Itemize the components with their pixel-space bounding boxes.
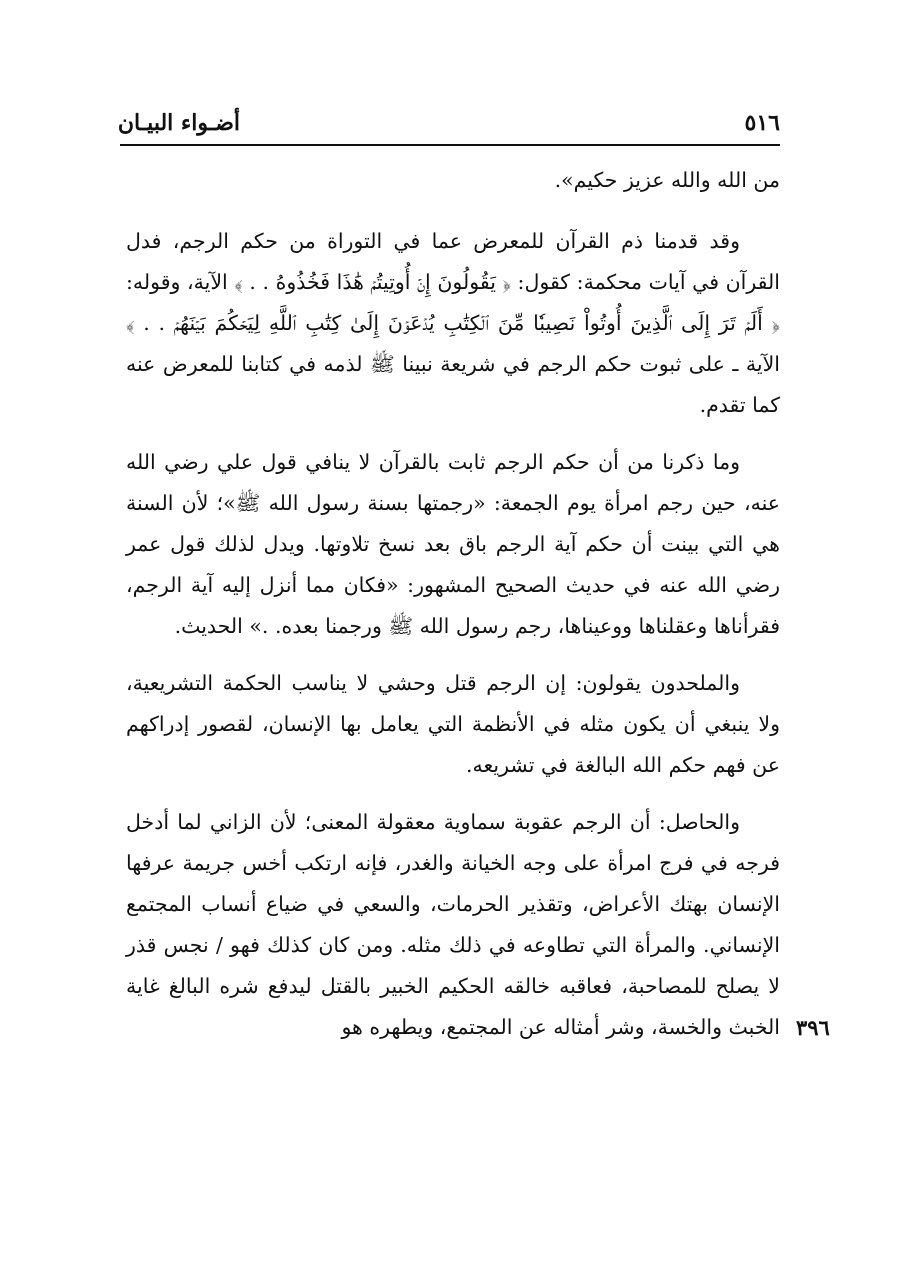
paragraph-quran-rajm: وقد قدمنا ذم القرآن للمعرض عما في التوراة من حكم الرجم، فدل القرآن في آيات محكمة: كقول: ﴿ يَقُولُونَ إِنۡ أُوتِيتُمۡ هَٰذَا فَخُذُوهُ . . ﴾ الآية، وقوله: ﴿ أَلَمۡ تَرَ إِلَى ٱلَّذِينَ أُوتُواْ نَصِيبٗا مِّنَ ٱلۡكِتَٰبِ يُدۡعَوۡنَ إِلَىٰ كِتَٰبِ ٱللَّهِ لِيَحۡكُمَ بَيۡنَهُمۡ . . ﴾ الآية ـ على ثبوت حكم الرجم في شريعة نبينا ﷺ لذمه في كتابنا للمعرض عنه كما تقدم.	[126, 229, 780, 417]
page-header	[117, 104, 780, 144]
margin-page-reference: ٣٩٦	[796, 1015, 830, 1040]
page-number: ٥١٦	[744, 110, 780, 136]
header-rule	[120, 144, 780, 146]
paragraph-mulhidun: والملحدون يقولون: إن الرجم قتل وحشي لا يناسب الحكمة التشريعية، ولا ينبغي أن يكون مثله في الأنظمة التي يعامل بها الإنسان، لقصور إدراكهم عن فهم حكم الله البالغة في تشريعه.	[126, 671, 780, 777]
paragraph-hadith-ali: وما ذكرنا من أن حكم الرجم ثابت بالقرآن لا ينافي قول علي رضي الله عنه، حين رجم امرأة يوم الجمعة: «رجمتها بسنة رسول الله ﷺ»؛ لأن السنة هي التي بينت أن حكم آية الرجم باق بعد نسخ تلاوتها. ويدل لذلك قول عمر رضي الله عنه في حديث الصحيح المشهور: «فكان مما أنزل إليه آية الرجم، فقرأناها وعقلناها ووعيناها، رجم رسول الله ﷺ ورجمنا بعده. .» الحديث.	[126, 450, 780, 638]
book-title: أضـواء البيـان	[117, 110, 240, 136]
paragraph-continuation: من الله والله عزيز حكيم».	[554, 168, 780, 192]
body-text	[126, 160, 780, 1064]
paragraph-conclusion: والحاصل: أن الرجم عقوبة سماوية معقولة المعنى؛ لأن الزاني لما أدخل فرجه في فرج امرأة على وجه الخيانة والغدر، فإنه ارتكب أخس جريمة عرفها الإنسان بهتك الأعراض، وتقذير الحرمات، والسعي في ضياع أنساب المجتمع الإنساني. والمرأة التي تطاوعه في ذلك مثله. ومن كان كذلك فهو / نجس قذر لا يصلح للمصاحبة، فعاقبه خالقه الحكيم الخبير بالقتل ليدفع شره البالغ غاية الخبث والخسة، وشر أمثاله عن المجتمع، ويطهره هو	[126, 810, 780, 1039]
